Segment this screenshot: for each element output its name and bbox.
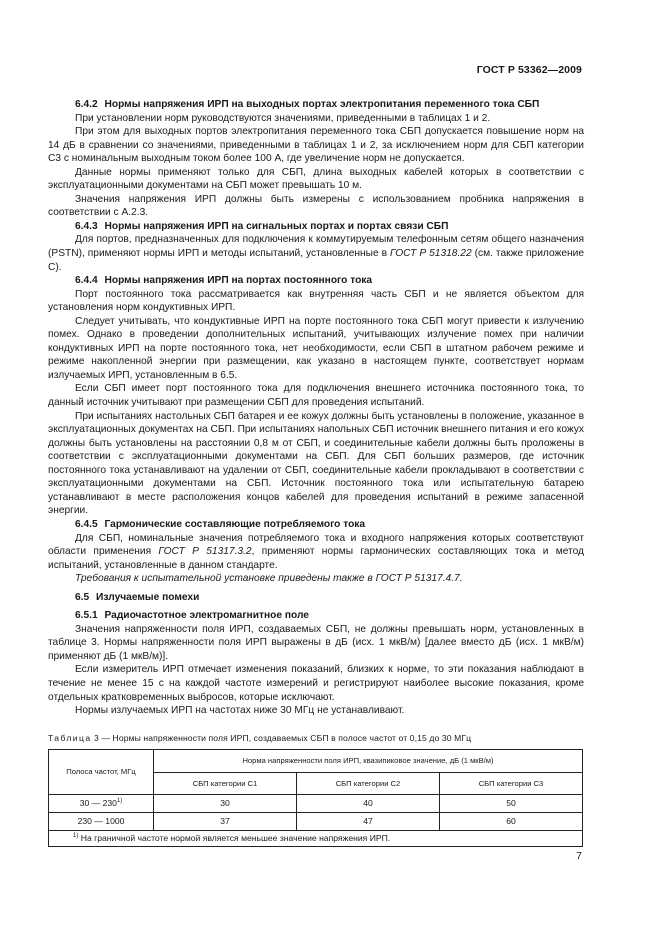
header-category-c1: СБП категории С1 — [154, 772, 297, 795]
header-category-c2: СБП категории С2 — [296, 772, 439, 795]
table-row — [49, 813, 583, 831]
value-cell: 30 — [154, 795, 297, 813]
paragraph: При испытаниях настольных СБП батарея и ее кожух должны быть установлены в положение, указанное в эксплуатационных документах на СБП. При испытаниях напольных СБП источник внешнего питания и его кожух должны быть установлены на расстоянии 0,8 м от СБП, и соединительные кабели должны быть проложены в соответствии с эксплуатационными документами на СБП. Для СБП больших размеров, где источник постоянного тока устанавливают на удалении от СБП, соединительные кабели прокладывают в соответствии с эксплуатационными документами на СБП. Источник постоянного тока или испытательную батарею устанавливают в месте расположения концов кабелей для проведения испытаний в режиме запасенной энергии. — [48, 410, 584, 517]
section-heading-6-4-2: 6.4.2 Нормы напряжения ИРП на выходных портах электропитания переменного тока СБП — [75, 99, 540, 110]
paragraph: Для СБП, номинальные значения потребляемого тока и входного напряжения которых соответствуют области применения ГОСТ Р 51317.3.2, применяют нормы гармонических составляющих тока и метод испытаний, установленные в данном стандарте. — [48, 532, 584, 571]
paragraph-italic: Требования к испытательной установке приведены также в ГОСТ Р 51317.4.7. — [75, 573, 463, 585]
band-cell: 230 — 1000 — [49, 813, 154, 831]
paragraph: Данные нормы применяют только для СБП, длина выходных кабелей которых в соответствии с эксплуатационными документами на СБП может превышать 10 м. — [48, 166, 584, 192]
section-heading-6-5: 6.5 Излучаемые помехи — [75, 591, 200, 603]
norms-table — [48, 749, 583, 847]
value-cell: 50 — [439, 795, 582, 813]
section-heading-6-4-5: 6.4.5 Гармонические составляющие потребляемого тока — [75, 518, 366, 530]
paragraph: Нормы излучаемых ИРП на частотах ниже 30 МГц не устанавливают. — [75, 705, 405, 717]
page-body — [48, 98, 584, 847]
table-caption: Таблица 3 — Нормы напряженности поля ИРП, создаваемых СБП в полосе частот от 0,15 до 30 МГц — [48, 732, 472, 743]
paragraph: Если измеритель ИРП отмечает изменения показаний, близких к норме, то эти показания наблюдают в течение не менее 15 с на каждой частоте измерений и регистрируют наиболее высокие показания, кроме отдельных кратковременных выбросов, которые исключают. — [48, 664, 584, 703]
value-cell: 47 — [296, 813, 439, 831]
header-frequency-band: Полоса частот, МГц — [49, 750, 154, 795]
standard-reference: ГОСТ Р 51318.22 — [390, 248, 472, 260]
value-cell: 37 — [154, 813, 297, 831]
table-row — [49, 795, 583, 813]
section-heading-6-5-1: 6.5.1 Радиочастотное электромагнитное поле — [75, 610, 309, 622]
table-footnote: $^{1)}$ На граничной частоте нормой является меньшее значение напряжения ИРП. — [49, 831, 583, 847]
page-number: 7 — [576, 850, 582, 862]
section-heading-6-4-4: 6.4.4 Нормы напряжения ИРП на портах постоянного тока — [75, 275, 373, 287]
value-cell: 40 — [296, 795, 439, 813]
paragraph: Значения напряжения ИРП должны быть измерены с использованием пробника напряжения в соответствии с А.2.3. — [48, 193, 584, 219]
value-cell: 60 — [439, 813, 582, 831]
paragraph: Если СБП имеет порт постоянного тока для подключения внешнего источника постоянного тока, то данный источник учитывают при размещении СБП для проведения испытаний. — [48, 383, 584, 409]
paragraph: Следует учитывать, что кондуктивные ИРП на порте постоянного тока СБП могут привести к излучению помех. Однако в проведении дополнительных испытаний, учитывающих излучение помех при наличии кондуктивных ИРП на порте постоянного тока, нет необходимости, если СБП в штатном рабочем режиме и режиме накопленной энергии при размещении, как указано в настоящем пункте, соответствует нормам излучаемых ИРП, установленным в 6.5. — [48, 315, 584, 381]
standard-reference: ГОСТ Р 51317.3.2 — [158, 546, 252, 558]
header-category-c3: СБП категории С3 — [439, 772, 582, 795]
paragraph: При установлении норм руководствуются значениями, приведенными в таблицах 1 и 2. — [75, 112, 491, 124]
paragraph: При этом для выходных портов электропитания переменного тока СБП допускается повышение норм на 14 дБ в сравнении со значениями, приведенными в таблицах 1 и 2, за исключением норм для СБП категории С3 с номинальным выходным током более 100 А, где увеличение норм не допускается. — [48, 126, 584, 165]
header-norm: Норма напряженности поля ИРП, квазипиковое значение, дБ (1 мкВ/м) — [154, 750, 583, 773]
section-heading-6-4-3: 6.4.3 Нормы напряжения ИРП на сигнальных портах и портах связи СБП — [75, 220, 449, 232]
paragraph: Порт постоянного тока рассматривается как внутренняя часть СБП и не является объектом для установления норм кондуктивных ИРП. — [48, 288, 584, 314]
paragraph: Значения напряженности поля ИРП, создаваемых СБП, не должны превышать норм, установленных в таблице 3. Нормы напряженности поля ИРП выражены в дБ (исх. 1 мкВ/м) [далее вместо дБ (исх. 1 мкВ/м) применяют дБ (1 мкВ/м)]. — [48, 623, 584, 662]
document-header: ГОСТ Р 53362—2009 — [476, 64, 582, 76]
paragraph: Для портов, предназначенных для подключения к коммутируемым телефонным сетям общего назначения (PSTN), применяют нормы ИРП и методы испытаний, установленные в ГОСТ Р 51318.22 (см. также приложение С). — [48, 234, 584, 273]
band-cell: 30 — 230$^{1)}$ — [49, 795, 154, 813]
footnote-marker: 1) — [116, 798, 123, 805]
